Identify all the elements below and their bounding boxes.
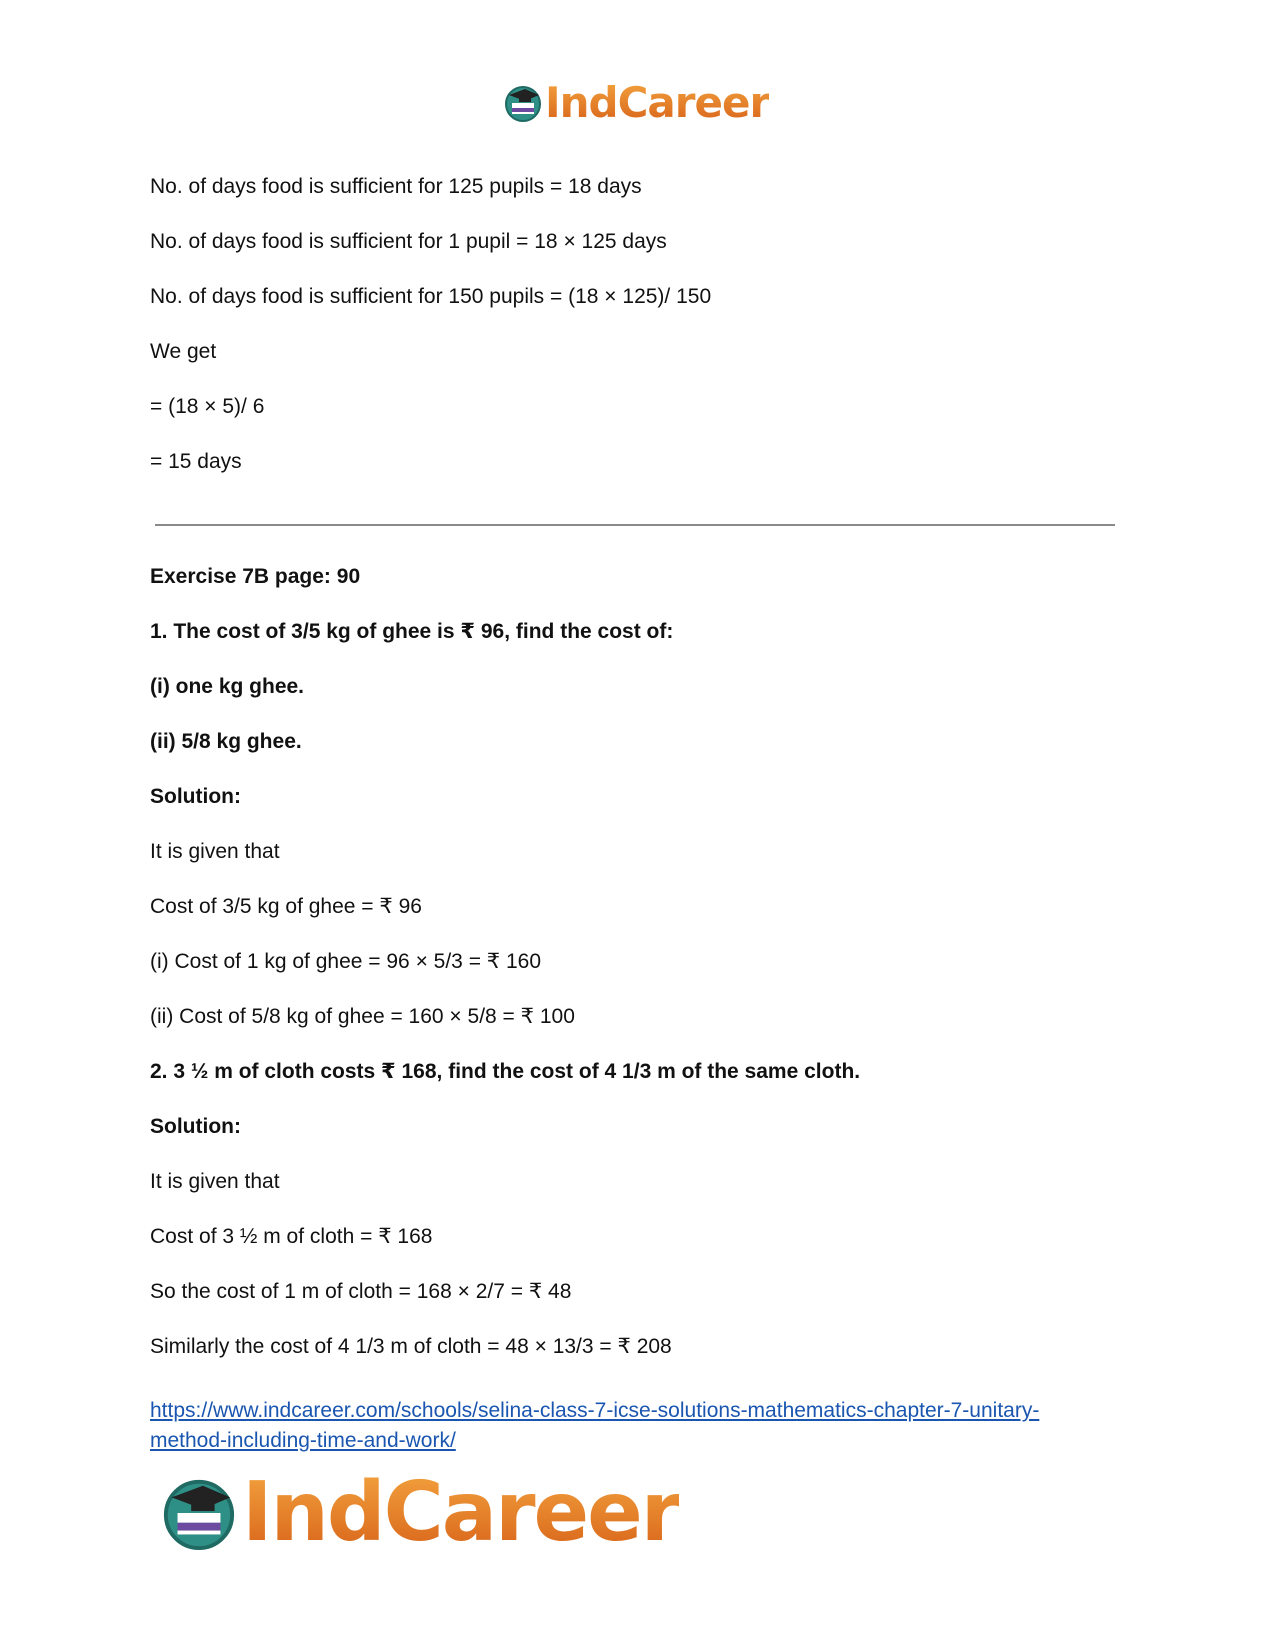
solution-line: Cost of 3 ½ m of cloth = ₹ 168 (150, 1225, 433, 1248)
brand-wordmark: IndCareer (545, 78, 770, 127)
graduation-book-globe-icon (503, 83, 543, 123)
text-line: No. of days food is sufficient for 1 pupil = 18 × 125 days (150, 230, 667, 253)
solution-label: Solution: (150, 785, 241, 808)
question-1-part-2: (ii) 5/8 kg ghee. (150, 730, 302, 753)
text-line: No. of days food is sufficient for 125 pupils = 18 days (150, 175, 642, 198)
solution-line: (i) Cost of 1 kg of ghee = 96 × 5/3 = ₹ 160 (150, 950, 542, 973)
indcareer-logo-footer (160, 1465, 680, 1560)
question-1: 1. The cost of 3/5 kg of ghee is ₹ 96, find the cost of: (150, 620, 674, 643)
source-link[interactable] (150, 1396, 1130, 1456)
solution-line: (ii) Cost of 5/8 kg of ghee = 160 × 5/8 = ₹ 100 (150, 1005, 575, 1028)
horizontal-divider (155, 524, 1115, 526)
source-link-line-2: method-including-time-and-work/ (150, 1429, 456, 1452)
text-line: = 15 days (150, 450, 242, 473)
solution-line: It is given that (150, 1170, 280, 1193)
question-1-part-1: (i) one kg ghee. (150, 675, 305, 698)
exercise-section (150, 564, 1130, 1389)
text-line: We get (150, 340, 217, 363)
indcareer-logo-header (503, 78, 769, 128)
question-2: 2. 3 ½ m of cloth costs ₹ 168, find the cost of 4 1/3 m of the same cloth. (150, 1060, 861, 1083)
previous-solution-continued (150, 174, 1130, 504)
solution-label: Solution: (150, 1115, 241, 1138)
text-line: No. of days food is sufficient for 150 pupils = (18 × 125)/ 150 (150, 285, 712, 308)
solution-line: So the cost of 1 m of cloth = 168 × 2/7 = ₹ 48 (150, 1280, 572, 1303)
text-line: = (18 × 5)/ 6 (150, 395, 265, 418)
exercise-heading: Exercise 7B page: 90 (150, 565, 361, 588)
source-link-line-1: https://www.indcareer.com/schools/selina-class-7-icse-solutions-mathematics-chapter-7-unitary- (150, 1399, 1040, 1422)
solution-line: It is given that (150, 840, 280, 863)
solution-line: Similarly the cost of 4 1/3 m of cloth = 48 × 13/3 = ₹ 208 (150, 1335, 672, 1358)
graduation-book-globe-icon (160, 1474, 238, 1552)
solution-line: Cost of 3/5 kg of ghee = ₹ 96 (150, 895, 422, 918)
brand-wordmark: IndCareer (242, 1465, 680, 1560)
